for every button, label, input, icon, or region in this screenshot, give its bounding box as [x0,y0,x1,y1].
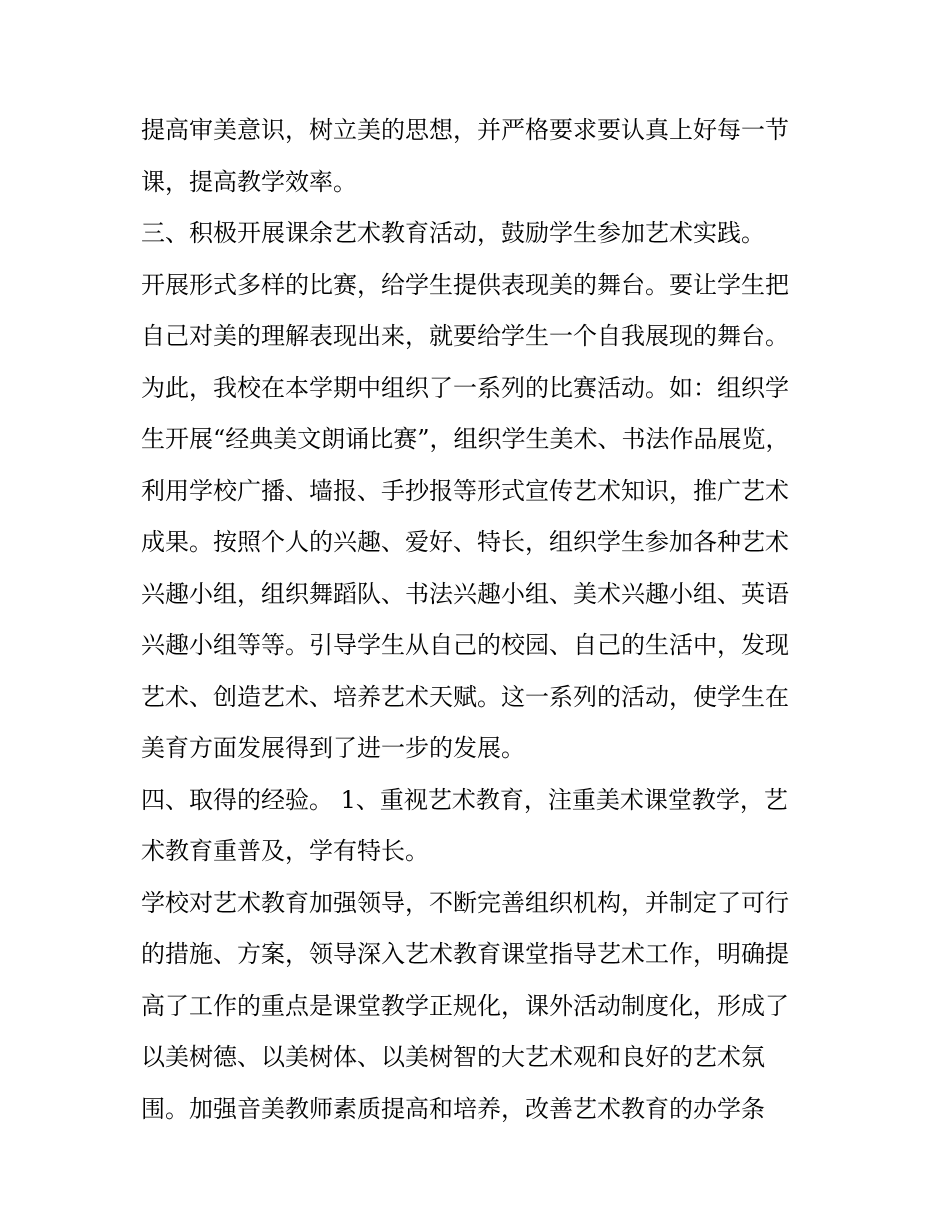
text-line: 开展形式多样的比赛，给学生提供表现美的舞台。要让学生把 [141,270,789,299]
text-line: 提高审美意识，树立美的思想，并严格要求要认真上好每一节 [141,116,789,144]
body-text [141,105,821,1135]
section-heading-3: 三、积极开展课余艺术教育活动，鼓励学生参加艺术实践。 [141,219,765,247]
text-line: 围。加强音美教师素质提高和培养，改善艺术教育的办学条 [141,1094,765,1123]
text-line: 术教育重普及，学有特长。 [141,837,429,865]
text-line: 生开展“经典美文朗诵比赛”，组织学生美术、书法作品展览， [141,425,790,453]
text-line: 艺术、创造艺术、培养艺术天赋。这一系列的活动，使学生在 [141,682,789,711]
text-line: 的措施、方案，领导深入艺术教育课堂指导艺术工作，明确提 [141,940,789,968]
text-line: 兴趣小组等等。引导学生从自己的校园、自己的生活中，发现 [141,631,789,659]
text-line: 成果。按照个人的兴趣、爱好、特长，组织学生参加各种艺术 [141,528,789,556]
text-line: 利用学校广播、墙报、手抄报等形式宣传艺术知识，推广艺术 [141,476,789,505]
text-line: 自己对美的理解表现出来，就要给学生一个自我展现的舞台。 [141,322,789,350]
text-line: 兴趣小组，组织舞蹈队、书法兴趣小组、美术兴趣小组、英语 [141,579,789,608]
text-line: 学校对艺术教育加强领导，不断完善组织机构，并制定了可行 [141,888,789,917]
text-line: 以美树德、以美树体、以美树智的大艺术观和良好的艺术氛 [141,1043,765,1071]
section-heading-4: 四、取得的经验。 1、重视艺术教育，注重美术课堂教学，艺 [141,785,788,814]
text-line: 为此，我校在本学期中组织了一系列的比赛活动。如：组织学 [141,373,789,402]
text-line: 高了工作的重点是课堂教学正规化，课外活动制度化，形成了 [141,991,789,1020]
text-line: 美育方面发展得到了进一步的发展。 [141,734,525,762]
text-line: 课，提高教学效率。 [141,167,357,196]
